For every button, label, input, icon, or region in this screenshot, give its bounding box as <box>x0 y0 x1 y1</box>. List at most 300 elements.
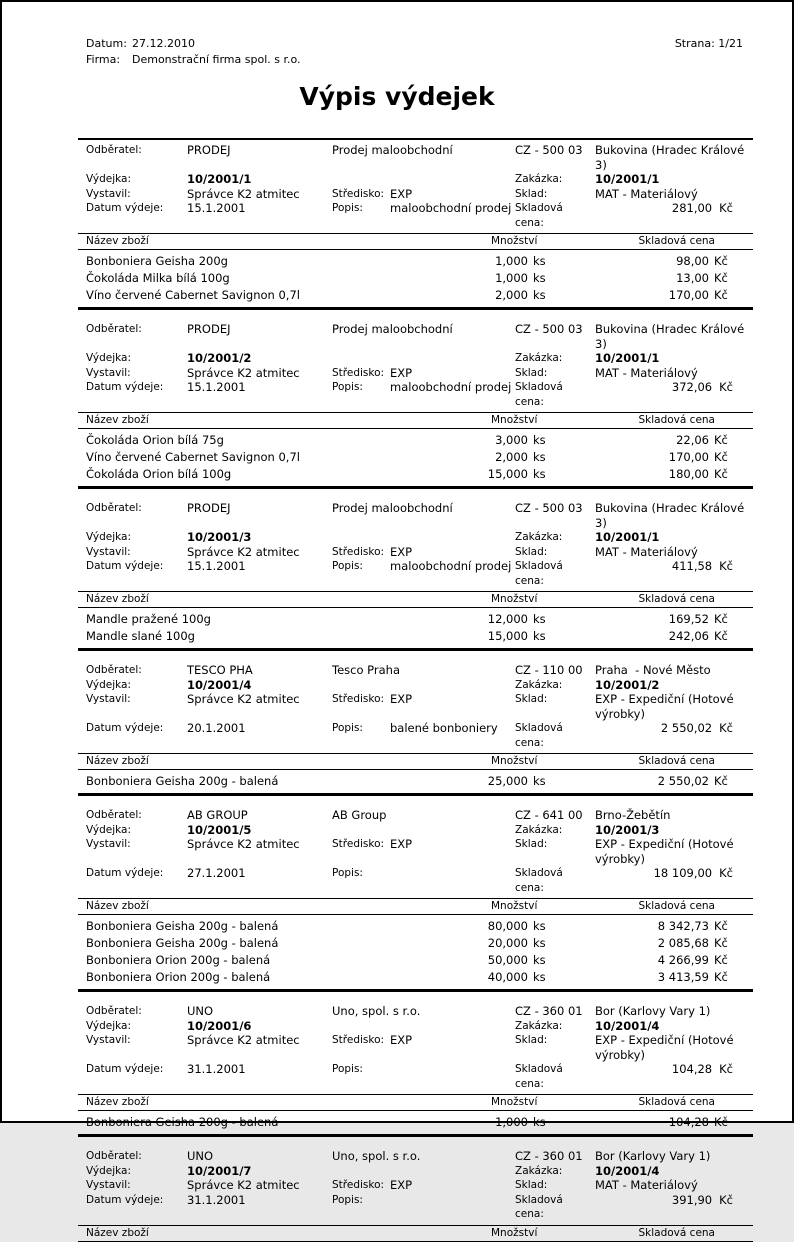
issue-block <box>78 1137 753 1242</box>
issue-number: 10/2001/4 <box>187 677 252 692</box>
description-label: Popis: <box>332 202 363 214</box>
issued-by-row <box>78 1178 753 1193</box>
issue-date-label: Datum výdeje: <box>86 560 164 572</box>
issue-number: 10/2001/1 <box>187 172 252 186</box>
issue-row <box>78 351 753 366</box>
item-name: Víno červené Cabernet Savignon 0,7l <box>86 288 300 302</box>
issue-number: 10/2001/2 <box>187 351 252 365</box>
issued-by-value: Správce K2 atmitec <box>187 186 300 201</box>
item-price: 242,06 <box>668 629 709 643</box>
department-value: EXP <box>390 186 413 201</box>
issue-date-row <box>78 721 753 750</box>
item-currency-label: Kč <box>714 433 728 447</box>
column-quantity-header: Množství <box>491 414 538 426</box>
customer-code: PRODEJ <box>187 322 231 336</box>
stock-price-value <box>595 380 753 395</box>
description-label: Popis: <box>332 1063 363 1075</box>
item-currency-label: Kč <box>714 450 728 464</box>
column-quantity-header: Množství <box>491 593 538 605</box>
column-price-header: Skladová cena <box>638 1226 715 1239</box>
item-quantity: 2,000 <box>495 288 528 302</box>
issued-by-label: Vystavil: <box>86 838 131 850</box>
item-name: Mandle slané 100g <box>86 629 195 643</box>
currency-label: Kč <box>719 721 733 735</box>
description-value: maloobchodní prodej <box>390 559 512 573</box>
issue-label: Výdejka: <box>86 823 132 836</box>
item-quantity: 2,000 <box>495 450 528 464</box>
customer-row <box>78 808 753 823</box>
order-label: Zakázka: <box>515 531 563 543</box>
currency-label: Kč <box>719 1192 733 1207</box>
issue-header <box>78 808 753 899</box>
customer-label: Odběratel: <box>86 809 142 821</box>
item-currency-label: Kč <box>714 288 728 302</box>
firm-value: Demonstrační firma spol. s r.o. <box>132 53 301 66</box>
item-name: Bonboniera Geisha 200g - balená <box>86 774 279 788</box>
issue-block <box>78 992 753 1137</box>
item-price: 98,00 <box>676 254 709 268</box>
issue-date-row <box>78 1062 753 1091</box>
issue-date-row <box>78 1193 753 1222</box>
issued-by-label: Vystavil: <box>86 187 131 200</box>
item-row <box>86 918 733 935</box>
customer-zip: CZ - 641 00 <box>515 808 583 822</box>
issue-header <box>78 1004 753 1095</box>
stock-price-value <box>595 866 753 881</box>
item-unit-label: ks <box>533 919 546 933</box>
issue-row <box>78 1164 753 1179</box>
issue-date-value: 31.1.2001 <box>187 1192 246 1207</box>
item-name: Bonboniera Orion 200g - balená <box>86 953 271 967</box>
order-label: Zakázka: <box>515 1164 563 1177</box>
report-meta <box>78 36 753 68</box>
issue-date-value: 15.1.2001 <box>187 559 246 573</box>
stock-price-amount: 411,58 <box>671 559 713 573</box>
issued-by-value: Správce K2 atmitec <box>187 365 300 380</box>
issue-block <box>78 138 753 310</box>
stock-price-amount: 18 109,00 <box>653 866 713 880</box>
item-quantity: 1,000 <box>495 1115 528 1129</box>
items-table-header <box>78 1226 753 1242</box>
stock-price-label: Skladová cena: <box>515 867 563 894</box>
department-label: Středisko: <box>332 693 385 705</box>
customer-row <box>78 143 753 172</box>
issue-label: Výdejka: <box>86 173 132 185</box>
department-value: EXP <box>390 1178 413 1192</box>
item-unit-label: ks <box>533 467 546 481</box>
issue-date-row <box>78 201 753 230</box>
issue-date-value: 15.1.2001 <box>187 201 246 215</box>
blocks <box>78 138 753 1242</box>
issued-by-label: Vystavil: <box>86 545 131 558</box>
date-label: Datum: <box>86 37 127 50</box>
item-quantity: 15,000 <box>487 467 528 481</box>
items-list <box>78 770 753 796</box>
item-price: 170,00 <box>668 288 709 302</box>
item-name: Bonboniera Orion 200g - balená <box>86 970 271 984</box>
column-quantity-header: Množství <box>491 1096 538 1108</box>
warehouse-value: MAT - Materiálový <box>595 544 698 559</box>
customer-row <box>78 663 753 678</box>
warehouse-value: EXP - Expediční (Hotové výrobky) <box>595 692 738 721</box>
item-row <box>86 432 733 449</box>
issued-by-value: Správce K2 atmitec <box>187 1033 300 1047</box>
order-number: 10/2001/3 <box>595 822 660 837</box>
department-label: Středisko: <box>332 366 385 379</box>
stock-price-value <box>595 721 753 736</box>
meta-left <box>86 36 301 68</box>
issue-header <box>78 501 753 592</box>
column-price-header: Skladová cena <box>638 1096 715 1108</box>
customer-city: Praha - Nové Město <box>595 663 711 677</box>
issue-number: 10/2001/3 <box>187 530 252 544</box>
warehouse-value: EXP - Expediční (Hotové výrobky) <box>595 837 738 866</box>
issue-label: Výdejka: <box>86 352 132 364</box>
order-label: Zakázka: <box>515 173 563 185</box>
issue-date-label: Datum výdeje: <box>86 867 164 879</box>
stock-price-label: Skladová cena: <box>515 722 563 749</box>
item-quantity: 20,000 <box>487 936 528 950</box>
issued-by-value: Správce K2 atmitec <box>187 837 300 851</box>
warehouse-label: Sklad: <box>515 693 548 705</box>
stock-price-amount: 391,90 <box>671 1192 713 1207</box>
customer-name: AB Group <box>332 808 387 822</box>
issue-date-label: Datum výdeje: <box>86 381 164 393</box>
stock-price-label: Skladová cena: <box>515 202 563 229</box>
issue-row <box>78 172 753 187</box>
firm-label: Firma: <box>86 53 121 66</box>
item-currency-label: Kč <box>714 774 728 788</box>
department-label: Středisko: <box>332 545 385 558</box>
item-price: 2 550,02 <box>657 774 709 788</box>
issued-by-label: Vystavil: <box>86 366 131 379</box>
item-currency-label: Kč <box>714 970 728 984</box>
issue-date-value: 27.1.2001 <box>187 866 246 880</box>
item-name: Bonboniera Geisha 200g - balená <box>86 1115 279 1129</box>
warehouse-label: Sklad: <box>515 1034 548 1046</box>
customer-zip: CZ - 360 01 <box>515 1149 583 1163</box>
currency-label: Kč <box>719 559 733 573</box>
customer-code: AB GROUP <box>187 808 248 822</box>
item-unit-label: ks <box>533 612 546 626</box>
issue-block <box>78 310 753 489</box>
order-number: 10/2001/1 <box>595 530 660 544</box>
warehouse-label: Sklad: <box>515 838 548 850</box>
order-number: 10/2001/1 <box>595 351 660 365</box>
customer-code: PRODEJ <box>187 143 231 157</box>
item-quantity: 40,000 <box>487 970 528 984</box>
issue-date-label: Datum výdeje: <box>86 202 164 214</box>
item-name: Čokoláda Orion bílá 75g <box>86 433 224 447</box>
item-quantity: 50,000 <box>487 953 528 967</box>
stock-price-value <box>595 559 753 574</box>
issued-by-value: Správce K2 atmitec <box>187 692 300 706</box>
issue-date-value: 15.1.2001 <box>187 380 246 394</box>
customer-label: Odběratel: <box>86 1150 142 1162</box>
stock-price-amount: 104,28 <box>671 1062 713 1076</box>
issue-header <box>78 322 753 413</box>
stock-price-label: Skladová cena: <box>515 381 563 408</box>
item-row <box>86 270 733 287</box>
item-price: 22,06 <box>676 433 709 447</box>
issue-block <box>78 489 753 651</box>
item-name: Bonboniera Geisha 200g <box>86 254 228 268</box>
item-unit-label: ks <box>533 970 546 984</box>
items-table-header <box>78 234 753 250</box>
stock-price-amount: 2 550,02 <box>660 721 713 735</box>
customer-row <box>78 1149 753 1164</box>
item-unit-label: ks <box>533 254 546 268</box>
item-unit-label: ks <box>533 450 546 464</box>
issue-date-row <box>78 866 753 895</box>
customer-city: Bukovina (Hradec Králové 3) <box>595 143 748 172</box>
department-label: Středisko: <box>332 187 385 200</box>
issued-by-label: Vystavil: <box>86 1034 131 1046</box>
items-table-header <box>78 592 753 608</box>
item-row <box>86 611 733 628</box>
description-value: maloobchodní prodej <box>390 380 512 394</box>
column-quantity-header: Množství <box>491 1226 538 1239</box>
issue-row <box>78 530 753 545</box>
issue-label: Výdejka: <box>86 531 132 543</box>
stock-price-label: Skladová cena: <box>515 1193 563 1220</box>
item-unit-label: ks <box>533 936 546 950</box>
issue-block <box>78 796 753 992</box>
order-number: 10/2001/4 <box>595 1163 660 1178</box>
column-name-header: Název zboží <box>86 900 149 912</box>
item-name: Víno červené Cabernet Savignon 0,7l <box>86 450 300 464</box>
item-currency-label: Kč <box>714 919 728 933</box>
item-price: 169,52 <box>668 612 709 626</box>
issued-by-value: Správce K2 atmitec <box>187 1178 300 1192</box>
customer-zip: CZ - 110 00 <box>515 663 583 677</box>
column-name-header: Název zboží <box>86 593 149 605</box>
item-currency-label: Kč <box>714 467 728 481</box>
stock-price-label: Skladová cena: <box>515 1063 563 1090</box>
customer-label: Odběratel: <box>86 323 142 335</box>
customer-row <box>78 322 753 351</box>
items-list <box>78 608 753 651</box>
stock-price-label: Skladová cena: <box>515 560 563 587</box>
customer-zip: CZ - 500 03 <box>515 322 583 336</box>
currency-label: Kč <box>719 201 733 215</box>
items-list <box>78 250 753 310</box>
report-content <box>2 2 792 1242</box>
meta-firm-row <box>86 52 301 68</box>
column-quantity-header: Množství <box>491 900 538 912</box>
issue-date-row <box>78 559 753 588</box>
description-label: Popis: <box>332 722 363 734</box>
issue-date-label: Datum výdeje: <box>86 722 164 734</box>
description-label: Popis: <box>332 1193 363 1206</box>
items-table-header <box>78 1095 753 1111</box>
column-name-header: Název zboží <box>86 414 149 426</box>
item-unit-label: ks <box>533 629 546 643</box>
item-unit-label: ks <box>533 288 546 302</box>
issue-label: Výdejka: <box>86 1019 132 1032</box>
item-quantity: 3,000 <box>495 433 528 447</box>
customer-code: UNO <box>187 1149 214 1163</box>
column-quantity-header: Množství <box>491 755 538 767</box>
item-row <box>86 969 733 986</box>
item-row <box>86 628 733 645</box>
item-price: 170,00 <box>668 450 709 464</box>
order-label: Zakázka: <box>515 352 563 364</box>
item-quantity: 12,000 <box>487 612 528 626</box>
warehouse-label: Sklad: <box>515 187 548 200</box>
item-currency-label: Kč <box>714 953 728 967</box>
customer-city: Bukovina (Hradec Králové 3) <box>595 501 748 530</box>
order-label: Zakázka: <box>515 823 563 836</box>
column-name-header: Název zboží <box>86 235 149 247</box>
warehouse-label: Sklad: <box>515 545 548 558</box>
customer-row <box>78 1004 753 1019</box>
warehouse-value: MAT - Materiálový <box>595 365 698 380</box>
order-label: Zakázka: <box>515 678 563 691</box>
column-price-header: Skladová cena <box>638 593 715 605</box>
issue-number: 10/2001/7 <box>187 1163 252 1178</box>
department-value: EXP <box>390 1033 413 1047</box>
item-currency-label: Kč <box>714 1115 728 1129</box>
currency-label: Kč <box>719 380 733 394</box>
customer-code: UNO <box>187 1004 214 1018</box>
stock-price-value <box>595 1062 753 1077</box>
issue-label: Výdejka: <box>86 1164 132 1177</box>
issued-by-label: Vystavil: <box>86 693 131 705</box>
department-label: Středisko: <box>332 838 385 850</box>
issued-by-label: Vystavil: <box>86 1179 131 1191</box>
stock-price-value <box>595 201 753 216</box>
meta-date-row <box>86 36 301 52</box>
currency-label: Kč <box>719 1062 733 1076</box>
item-quantity: 25,000 <box>487 774 528 788</box>
item-unit-label: ks <box>533 774 546 788</box>
issued-by-row <box>78 692 753 721</box>
items-table-header <box>78 413 753 429</box>
items-table-header <box>78 754 753 770</box>
issue-row <box>78 823 753 838</box>
item-currency-label: Kč <box>714 629 728 643</box>
customer-zip: CZ - 500 03 <box>515 501 583 515</box>
issued-by-row <box>78 837 753 866</box>
item-quantity: 15,000 <box>487 629 528 643</box>
item-price: 8 342,73 <box>657 919 709 933</box>
item-price: 2 085,68 <box>657 936 709 950</box>
issue-header <box>78 143 753 234</box>
stock-price-value <box>595 1193 753 1208</box>
currency-label: Kč <box>719 866 733 880</box>
department-value: EXP <box>390 837 413 851</box>
order-number: 10/2001/2 <box>595 677 660 692</box>
issue-date-value: 20.1.2001 <box>187 721 246 735</box>
issue-date-label: Datum výdeje: <box>86 1193 164 1206</box>
issue-block <box>78 651 753 796</box>
column-name-header: Název zboží <box>86 755 149 767</box>
item-name: Mandle pražené 100g <box>86 612 211 626</box>
item-quantity: 1,000 <box>495 271 528 285</box>
item-row <box>86 773 733 790</box>
order-number: 10/2001/1 <box>595 172 660 186</box>
item-price: 4 266,99 <box>657 953 709 967</box>
issue-date-value: 31.1.2001 <box>187 1062 246 1076</box>
items-list <box>78 1111 753 1137</box>
column-name-header: Název zboží <box>86 1226 149 1239</box>
warehouse-label: Sklad: <box>515 1179 548 1191</box>
date-value: 27.12.2010 <box>132 37 195 50</box>
item-unit-label: ks <box>533 433 546 447</box>
issued-by-value: Správce K2 atmitec <box>187 544 300 559</box>
customer-name: Uno, spol. s r.o. <box>332 1004 421 1018</box>
issued-by-row <box>78 1033 753 1062</box>
item-quantity: 1,000 <box>495 254 528 268</box>
issued-by-row <box>78 366 753 381</box>
order-label: Zakázka: <box>515 1019 563 1032</box>
order-number: 10/2001/4 <box>595 1018 660 1033</box>
description-value: maloobchodní prodej <box>390 201 512 215</box>
issue-header <box>78 663 753 754</box>
department-value: EXP <box>390 544 413 559</box>
item-currency-label: Kč <box>714 271 728 285</box>
item-currency-label: Kč <box>714 936 728 950</box>
item-row <box>86 287 733 304</box>
item-row <box>86 1114 733 1131</box>
issue-label: Výdejka: <box>86 678 132 691</box>
item-price: 180,00 <box>668 467 709 481</box>
customer-label: Odběratel: <box>86 1005 142 1017</box>
item-name: Čokoláda Milka bílá 100g <box>86 271 230 285</box>
warehouse-label: Sklad: <box>515 366 548 379</box>
customer-name: Tesco Praha <box>332 663 400 677</box>
customer-zip: CZ - 500 03 <box>515 143 583 157</box>
report-title: Výpis výdejek <box>299 82 495 111</box>
item-row <box>86 449 733 466</box>
customer-name: Prodej maloobchodní <box>332 143 453 157</box>
department-value: EXP <box>390 692 413 706</box>
customer-name: Prodej maloobchodní <box>332 322 453 336</box>
item-currency-label: Kč <box>714 254 728 268</box>
item-name: Čokoláda Orion bílá 100g <box>86 467 232 481</box>
items-list <box>78 915 753 992</box>
item-row <box>86 952 733 969</box>
customer-code: TESCO PHA <box>187 663 253 677</box>
item-name: Bonboniera Geisha 200g - balená <box>86 919 279 933</box>
issue-header <box>78 1149 753 1226</box>
column-price-header: Skladová cena <box>638 755 715 767</box>
customer-row <box>78 501 753 530</box>
item-row <box>86 253 733 270</box>
column-name-header: Název zboží <box>86 1096 149 1108</box>
customer-label: Odběratel: <box>86 664 142 676</box>
item-row <box>86 466 733 483</box>
description-label: Popis: <box>332 381 363 393</box>
customer-city: Bukovina (Hradec Králové 3) <box>595 322 748 351</box>
issue-date-row <box>78 380 753 409</box>
issued-by-row <box>78 545 753 560</box>
column-price-header: Skladová cena <box>638 414 715 426</box>
issue-number: 10/2001/5 <box>187 822 252 837</box>
customer-city: Bor (Karlovy Vary 1) <box>595 1149 711 1163</box>
item-quantity: 80,000 <box>487 919 528 933</box>
page-number: Strana: 1/21 <box>674 37 743 50</box>
item-name: Bonboniera Geisha 200g - balená <box>86 936 279 950</box>
issue-number: 10/2001/6 <box>187 1018 252 1033</box>
warehouse-value: MAT - Materiálový <box>595 186 698 201</box>
item-row <box>86 935 733 952</box>
item-unit-label: ks <box>533 1115 546 1129</box>
description-label: Popis: <box>332 560 363 572</box>
items-list <box>78 429 753 489</box>
stock-price-amount: 281,00 <box>671 201 713 215</box>
